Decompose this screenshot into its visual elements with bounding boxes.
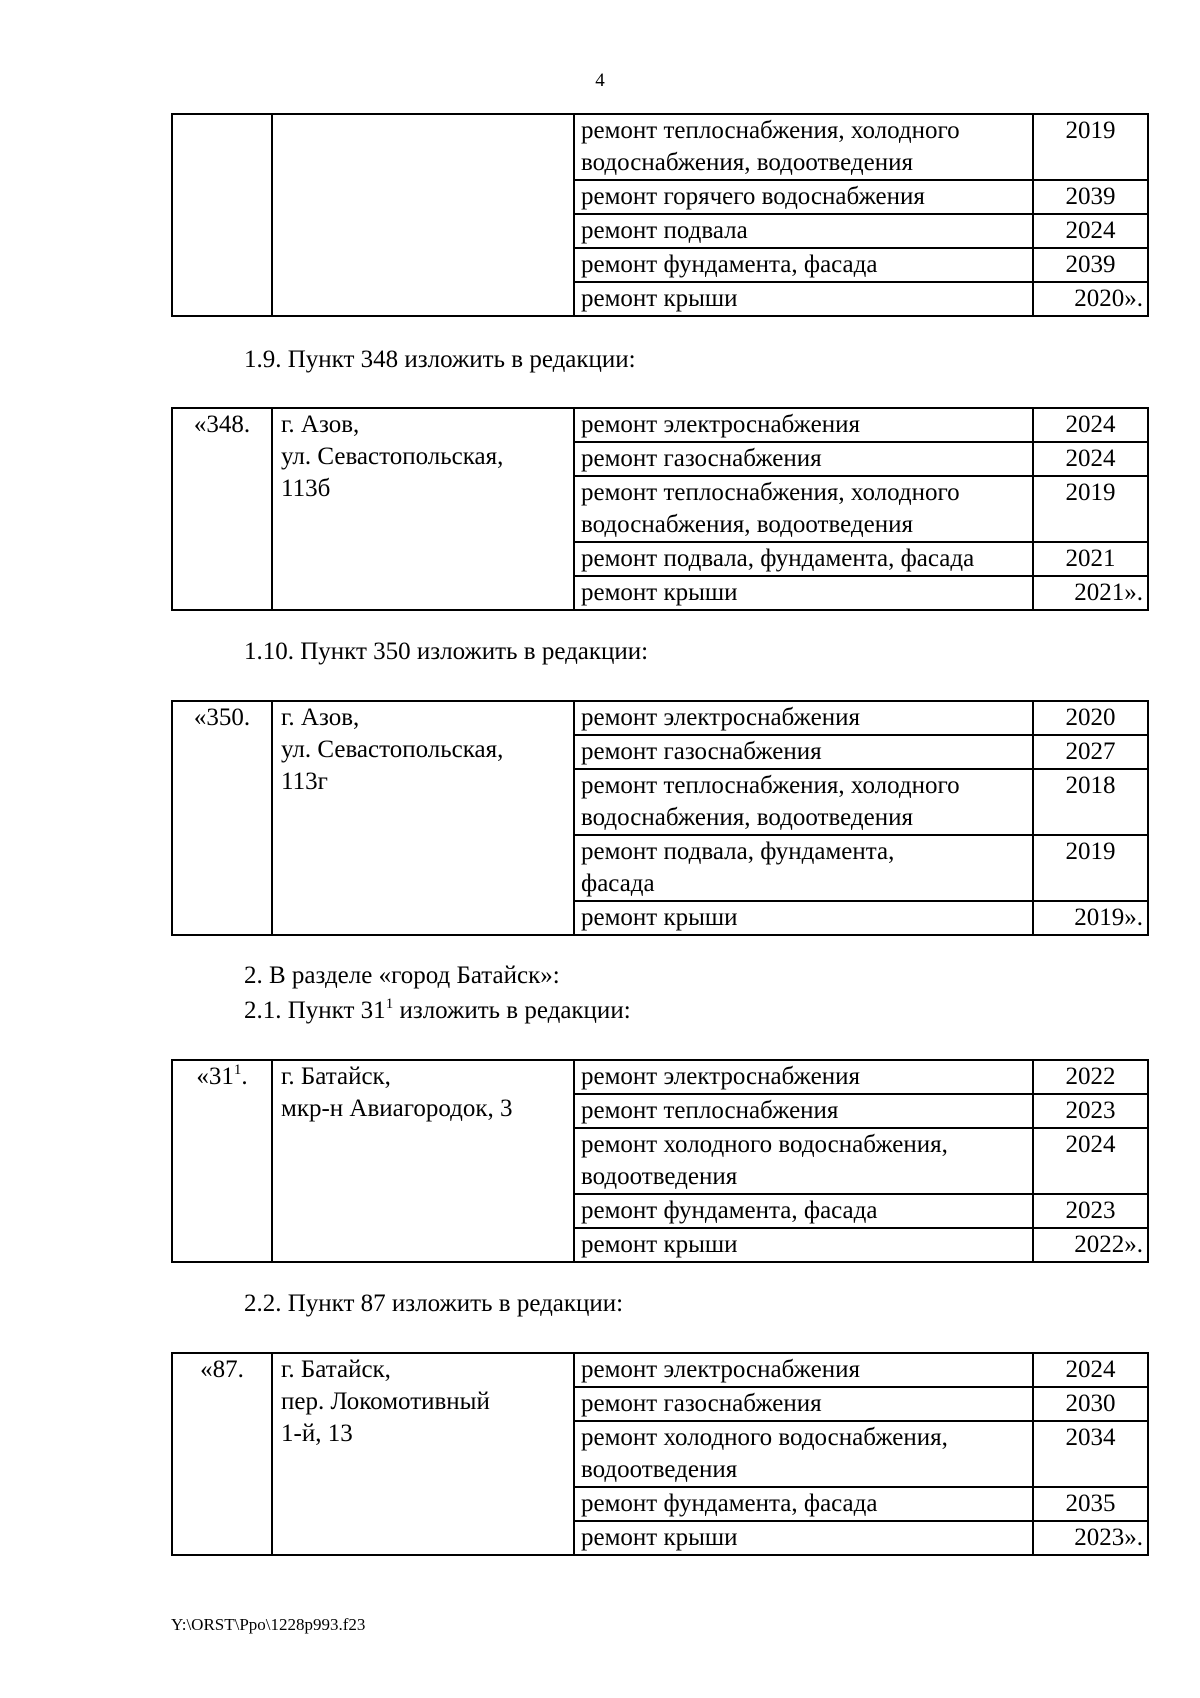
work-cell: ремонт теплоснабжения, холодного водоснабжения, водоотведения [574, 114, 1033, 180]
work-cell: ремонт газоснабжения [574, 735, 1033, 769]
work-cell: ремонт крыши [574, 576, 1033, 610]
year-cell: 2034 [1033, 1421, 1148, 1487]
work-cell: ремонт подвала [574, 214, 1033, 248]
work-cell: ремонт фундамента, фасада [574, 1194, 1033, 1228]
work-cell: ремонт фундамента, фасада [574, 248, 1033, 282]
year-cell: 2019». [1033, 901, 1148, 935]
year-cell: 2023 [1033, 1094, 1148, 1128]
paragraph-1-9: 1.9. Пункт 348 изложить в редакции: [244, 346, 636, 373]
work-cell: ремонт крыши [574, 1228, 1033, 1262]
address-cell: г. Азов, ул. Севастопольская, 113г [272, 701, 574, 935]
work-cell: ремонт холодного водоснабжения, водоотведения [574, 1421, 1033, 1487]
year-cell: 2022 [1033, 1060, 1148, 1094]
table-row [172, 1060, 1148, 1094]
year-cell: 2024 [1033, 1128, 1148, 1194]
work-cell: ремонт крыши [574, 282, 1033, 316]
work-cell: ремонт горячего водоснабжения [574, 180, 1033, 214]
year-cell: 2039 [1033, 248, 1148, 282]
work-cell: ремонт подвала, фундамента, фасада [574, 542, 1033, 576]
year-cell: 2019 [1033, 835, 1148, 901]
address-cell: г. Батайск, пер. Локомотивный 1-й, 13 [272, 1353, 574, 1555]
table-row [172, 408, 1148, 442]
page-number: 4 [595, 70, 605, 91]
work-cell: ремонт электроснабжения [574, 1060, 1033, 1094]
year-cell: 2035 [1033, 1487, 1148, 1521]
work-cell: ремонт газоснабжения [574, 1387, 1033, 1421]
work-cell: ремонт теплоснабжения, холодного водоснабжения, водоотведения [574, 769, 1033, 835]
works-table-348 [171, 407, 1149, 611]
year-cell: 2039 [1033, 180, 1148, 214]
year-cell: 2030 [1033, 1387, 1148, 1421]
address-cell [272, 114, 574, 316]
work-cell: ремонт электроснабжения [574, 701, 1033, 735]
work-cell: ремонт крыши [574, 901, 1033, 935]
work-cell: ремонт фундамента, фасада [574, 1487, 1033, 1521]
year-cell: 2024 [1033, 408, 1148, 442]
year-cell: 2027 [1033, 735, 1148, 769]
file-path-footer: Y:\ORST\Ppo\1228p993.f23 [171, 1615, 366, 1634]
work-cell: ремонт подвала, фундамента, фасада [574, 835, 1033, 901]
work-cell: ремонт холодного водоснабжения, водоотведения [574, 1128, 1033, 1194]
item-number-cell: «350. [172, 701, 272, 935]
work-cell: ремонт газоснабжения [574, 442, 1033, 476]
work-cell: ремонт теплоснабжения [574, 1094, 1033, 1128]
address-cell: г. Азов, ул. Севастопольская, 113б [272, 408, 574, 610]
paragraph-2-2: 2.2. Пункт 87 изложить в редакции: [244, 1290, 624, 1317]
item-number-cell: «348. [172, 408, 272, 610]
table-row [172, 1353, 1148, 1387]
table-row [172, 701, 1148, 735]
year-cell: 2020 [1033, 701, 1148, 735]
year-cell: 2021». [1033, 576, 1148, 610]
works-table-31-1 [171, 1059, 1149, 1263]
year-cell: 2018 [1033, 769, 1148, 835]
work-cell: ремонт электроснабжения [574, 1353, 1033, 1387]
item-number-cell [172, 114, 272, 316]
works-table-350 [171, 700, 1149, 936]
work-cell: ремонт электроснабжения [574, 408, 1033, 442]
address-cell: г. Батайск, мкр-н Авиагородок, 3 [272, 1060, 574, 1262]
year-cell: 2024 [1033, 214, 1148, 248]
year-cell: 2021 [1033, 542, 1148, 576]
year-cell: 2019 [1033, 476, 1148, 542]
year-cell: 2023 [1033, 1194, 1148, 1228]
work-cell: ремонт теплоснабжения, холодного водоснабжения, водоотведения [574, 476, 1033, 542]
table-row [172, 114, 1148, 180]
paragraph-2: 2. В разделе «город Батайск»: [244, 962, 560, 989]
works-table-87 [171, 1352, 1149, 1556]
year-cell: 2023». [1033, 1521, 1148, 1555]
year-cell: 2024 [1033, 442, 1148, 476]
works-table-continuation [171, 113, 1149, 317]
item-number-cell: «87. [172, 1353, 272, 1555]
work-cell: ремонт крыши [574, 1521, 1033, 1555]
year-cell: 2024 [1033, 1353, 1148, 1387]
paragraph-1-10: 1.10. Пункт 350 изложить в редакции: [244, 638, 649, 665]
year-cell: 2020». [1033, 282, 1148, 316]
year-cell: 2022». [1033, 1228, 1148, 1262]
year-cell: 2019 [1033, 114, 1148, 180]
item-number-cell: «$31^1$. [172, 1060, 272, 1262]
paragraph-2-1: 2.1. Пункт $31^1$ изложить в редакции: [244, 996, 631, 1024]
